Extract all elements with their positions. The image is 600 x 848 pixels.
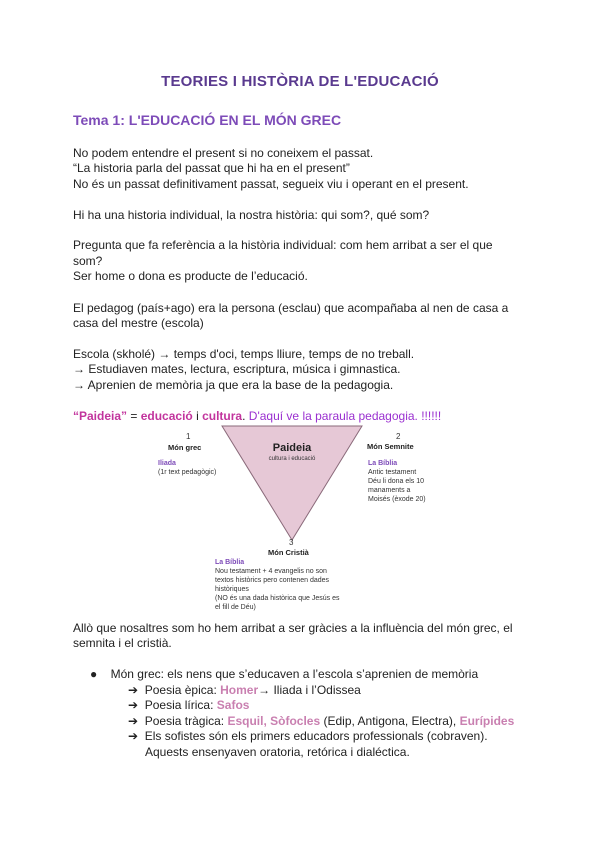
paragraph-escola-2: → Estudiaven mates, lectura, escriptura, música i gimnastica. (73, 362, 401, 376)
intro-line-2: “La historia parla del passat que hi ha en el present” (73, 161, 350, 175)
list-item-sofistes: ➔ Els sofistes són els primers educadors professionals (cobraven). (128, 729, 488, 743)
list-item-lirica: ➔ Poesia lírica: Safos (128, 698, 250, 712)
paideia-dot: . (242, 409, 246, 423)
list-item-mon-grec: ● Món grec: els nens que s’educaven a l’escola s’aprenien de memòria (90, 667, 479, 681)
bullet-text: Món grec: els nens que s’educaven a l’escola s’aprenien de memòria (110, 667, 479, 681)
paideia-rest: D'aquí ve la paraula pedagogia. !!!!!! (245, 409, 442, 423)
page-title: TEORIES I HISTÒRIA DE L'EDUCACIÓ (161, 73, 439, 90)
diagram-biblia-2: La Bíblia (215, 559, 245, 566)
author-esquil-sofocles: Esquil, Sòfocles (227, 714, 321, 728)
diagram-at-3: manaments a (368, 487, 411, 494)
diagram-center-title: Paideia (272, 442, 312, 454)
diagram-iliada: Iliada (158, 460, 176, 467)
sofistes-line-1: Els sofistes són els primers educadors professionals (cobraven). (144, 729, 488, 743)
diagram-biblia-1: La Bíblia (368, 460, 398, 467)
paragraph-allo-1: Allò que nosaltres som ho hem arribat a ser gràcies a la influència del món grec, el (73, 621, 513, 635)
paideia-eq: = (127, 409, 141, 423)
diagram-nt-3: històriques (215, 586, 249, 593)
diagram-grec: Món grec (168, 443, 202, 452)
paragraph-escola-3: → Aprenien de memòria ja que era la base de la pedagogia. (73, 378, 394, 392)
diagram-at-2: Déu li dona els 10 (368, 478, 425, 485)
intro-line-3: No és un passat definitivament passat, segueix viu i operant en el present. (73, 177, 469, 191)
diagram-iliada-sub: (1r text pedagògic) (158, 469, 217, 476)
paragraph-pedagog-1: El pedagog (país+ago) era la persona (esclau) que acompañaba al nen de casa a (73, 301, 509, 315)
lirica-label: Poesia lírica: (144, 698, 217, 712)
tragica-works: (Edip, Antigona, Electra), (320, 714, 460, 728)
paragraph-allo-2: semnita i el cristià. (73, 636, 172, 650)
sofistes-line-2: Aquests ensenyaven oratoria, retórica i dialéctica. (145, 745, 410, 759)
diagram-nt-4: (NO és una dada històrica que Jesús es (215, 595, 340, 602)
intro-line-1: No podem entendre el present si no coneixem el passat. (73, 146, 374, 160)
tragica-label: Poesia tràgica: (144, 714, 228, 728)
list-item-tragica: ➔ Poesia tràgica: Esquil, Sòfocles (Edip, Antigona, Electra), Eurípides (128, 714, 515, 728)
diagram-at-1: Antic testament (368, 469, 417, 476)
paragraph-individual: Hi ha una historia individual, la nostra història: qui som?, qué som? (73, 208, 430, 222)
diagram-center-sub: cultura i educació (268, 456, 316, 462)
diagram-semita: Món Semnite (367, 442, 414, 451)
section-title: Tema 1: L'EDUCACIÓ EN EL MÓN GREC (73, 112, 342, 128)
list-item-epica: ➔ Poesia èpica: Homer→ Iliada i l’Odissea (128, 683, 361, 697)
paideia-i: i (192, 409, 203, 423)
author-safos: Safos (216, 698, 250, 712)
epica-label: Poesia èpica: (144, 683, 221, 697)
diagram-num-2: 2 (396, 432, 401, 441)
paideia-cultura: cultura (202, 409, 243, 423)
diagram-num-1: 1 (186, 432, 191, 441)
diagram-num-3: 3 (289, 538, 294, 547)
author-homer: Homer (220, 683, 259, 697)
diagram-crista: Món Cristià (268, 548, 309, 557)
diagram-nt-5: el fill de Déu) (215, 604, 256, 611)
author-euripides: Eurípides (459, 714, 515, 728)
paideia-educacio: educació (140, 409, 193, 423)
paragraph-escola-1: Escola (skholé) → temps d'oci, temps lliure, temps de no treball. (73, 347, 415, 361)
diagram-at-4: Moisés (èxode 20) (368, 496, 426, 503)
paideia-word: “Paideia” (73, 409, 128, 423)
diagram-nt-1: Nou testament + 4 evangelis no son (215, 568, 327, 575)
paragraph-pregunta-2: som? (73, 254, 103, 268)
epica-works: → Iliada i l’Odissea (258, 683, 361, 697)
paragraph-pedagog-2: casa del mestre (escola) (73, 316, 204, 330)
paideia-diagram (140, 418, 440, 618)
paragraph-pregunta-1: Pregunta que fa referència a la història individual: com hem arribat a ser el que (73, 238, 493, 252)
paragraph-home: Ser home o dona es producte de l’educació. (73, 269, 308, 283)
diagram-nt-2: textos històrics pero contenen dades (215, 577, 330, 584)
